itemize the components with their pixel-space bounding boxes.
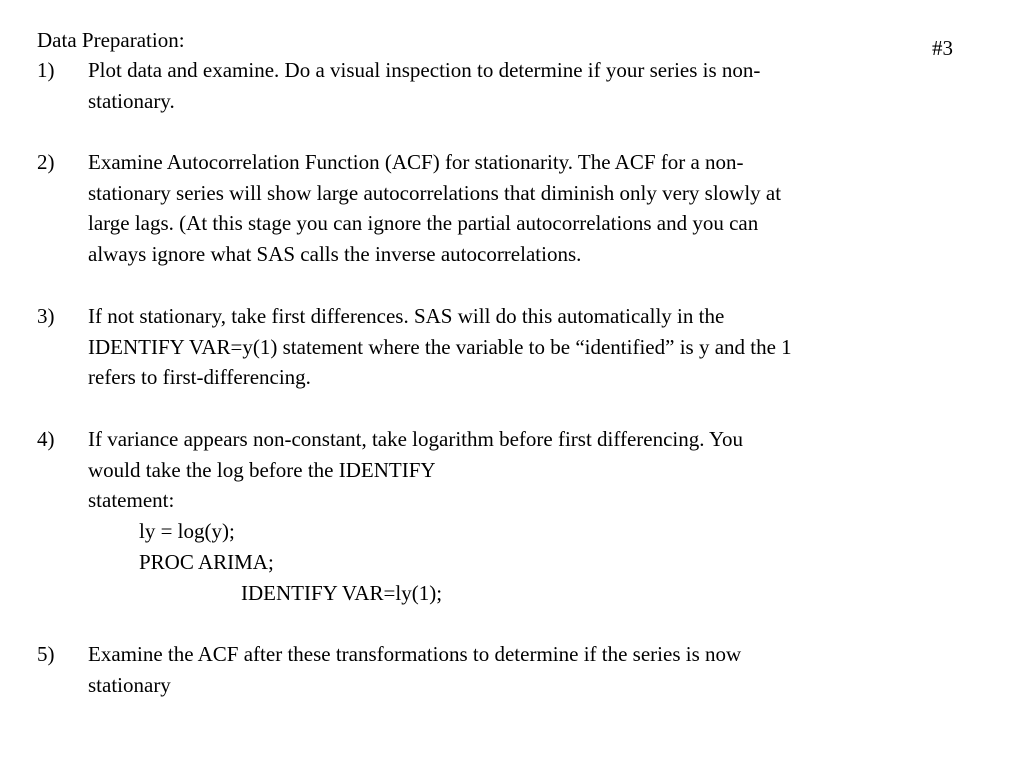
item-text: [88, 639, 963, 700]
list-item-1: [37, 55, 967, 116]
item-line: large lags. (At this stage you can ignore the partial autocorrelations and you can: [88, 211, 759, 236]
code-line: ly = log(y);: [139, 519, 235, 544]
item-line: If not stationary, take first differences. SAS will do this automatically in the: [88, 304, 725, 328]
list-item-2: [37, 147, 967, 270]
list-item-4: [37, 424, 967, 608]
list-item-3: [37, 301, 967, 393]
item-line: refers to first-differencing.: [88, 365, 311, 390]
item-number: 4): [37, 427, 55, 451]
item-line: IDENTIFY VAR=y(1) statement where the variable to be “identified” is y and the 1: [88, 334, 792, 359]
item-text: [88, 147, 963, 270]
list-item-5: [37, 639, 967, 700]
page-number: #3: [932, 36, 953, 60]
item-number: 1): [37, 58, 55, 82]
item-number: 5): [37, 642, 55, 666]
code-line: IDENTIFY VAR=ly(1);: [241, 580, 443, 605]
item-line: stationary: [88, 672, 171, 697]
item-number: 3): [37, 304, 55, 328]
item-text: [88, 55, 963, 116]
item-line: If variance appears non-constant, take logarithm before first differencing. You: [88, 427, 744, 451]
item-line: always ignore what SAS calls the inverse autocorrelations.: [88, 242, 582, 267]
item-text: [88, 424, 963, 608]
code-line: PROC ARIMA;: [139, 549, 274, 574]
item-line: statement:: [88, 488, 175, 513]
item-line: Examine Autocorrelation Function (ACF) for stationarity. The ACF for a non-: [88, 150, 744, 174]
slide-title: Data Preparation:: [37, 28, 185, 52]
item-line: stationary.: [88, 88, 175, 113]
item-line: Examine the ACF after these transformations to determine if the series is now: [88, 642, 742, 666]
item-line: stationary series will show large autocorrelations that diminish only very slowly at: [88, 180, 782, 205]
item-line: Plot data and examine. Do a visual inspection to determine if your series is non-: [88, 58, 761, 82]
item-number: 2): [37, 150, 55, 174]
item-text: [88, 301, 963, 393]
item-line: would take the log before the IDENTIFY: [88, 457, 436, 482]
